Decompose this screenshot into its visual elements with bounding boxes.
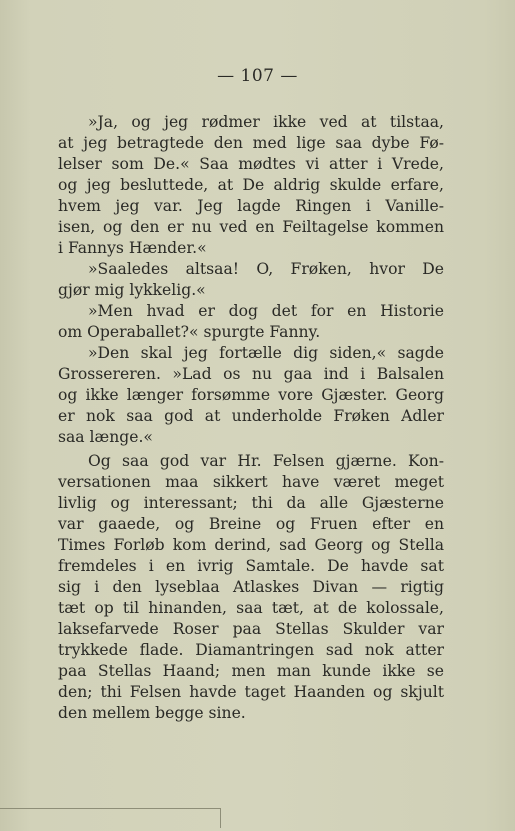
text-line: hvem jeg var. Jeg lagde Ringen i Vanille- [58, 197, 444, 215]
text-line: gjør mig lykkelig.« [58, 281, 206, 299]
text-line: og ikke længer forsømme vore Gjæster. Georg [58, 386, 444, 404]
text-line: sig i den lyseblaa Atlaskes Divan — rigtig [58, 578, 444, 596]
text-line: lelser som De.« Saa mødtes vi atter i Vrede, [58, 155, 444, 173]
text-line: den; thi Felsen havde taget Haanden og skjult [58, 683, 444, 701]
page-edge-rule-end [214, 808, 221, 828]
text-line: er nok saa god at underholde Frøken Adler [58, 407, 444, 425]
text-line: Og saa god var Hr. Felsen gjærne. Kon- [88, 452, 444, 470]
text-line: livlig og interessant; thi da alle Gjæsterne [58, 494, 444, 512]
text-line: Times Forløb kom derind, sad Georg og Stella [58, 536, 444, 554]
text-line: Grossereren. »Lad os nu gaa ind i Balsalen [58, 365, 444, 383]
text-line: trykkede flade. Diamantringen sad nok atter [58, 641, 444, 659]
text-line: »Den skal jeg fortælle dig siden,« sagde [88, 344, 444, 362]
text-line: tæt op til hinanden, saa tæt, at de kolossale, [58, 599, 444, 617]
text-line: saa længe.« [58, 428, 153, 446]
text-line: paa Stellas Haand; men man kunde ikke se [58, 662, 444, 680]
text-line: isen, og den er nu ved en Feiltagelse kommen [58, 218, 444, 236]
page-number: — 107 — [217, 66, 298, 86]
text-line: den mellem begge sine. [58, 704, 246, 722]
text-line: versationen maa sikkert have været meget [58, 473, 444, 491]
text-line: fremdeles i en ivrig Samtale. De havde sat [58, 557, 444, 575]
text-line: og jeg besluttede, at De aldrig skulde erfare, [58, 176, 444, 194]
text-line: at jeg betragtede den med lige saa dybe Fø- [58, 134, 444, 152]
page-edge-rule [0, 808, 220, 811]
text-line: var gaaede, og Breine og Fruen efter en [58, 515, 444, 533]
text-line: i Fannys Hænder.« [58, 239, 207, 257]
body-text [58, 112, 444, 724]
text-line: »Saaledes altsaa! O, Frøken, hvor De [88, 260, 444, 278]
text-line: om Operaballet?« spurgte Fanny. [58, 323, 321, 341]
text-line: laksefarvede Roser paa Stellas Skulder var [58, 620, 444, 638]
text-line: »Men hvad er dog det for en Historie [88, 302, 444, 320]
text-line: »Ja, og jeg rødmer ikke ved at tilstaa, [88, 113, 444, 131]
